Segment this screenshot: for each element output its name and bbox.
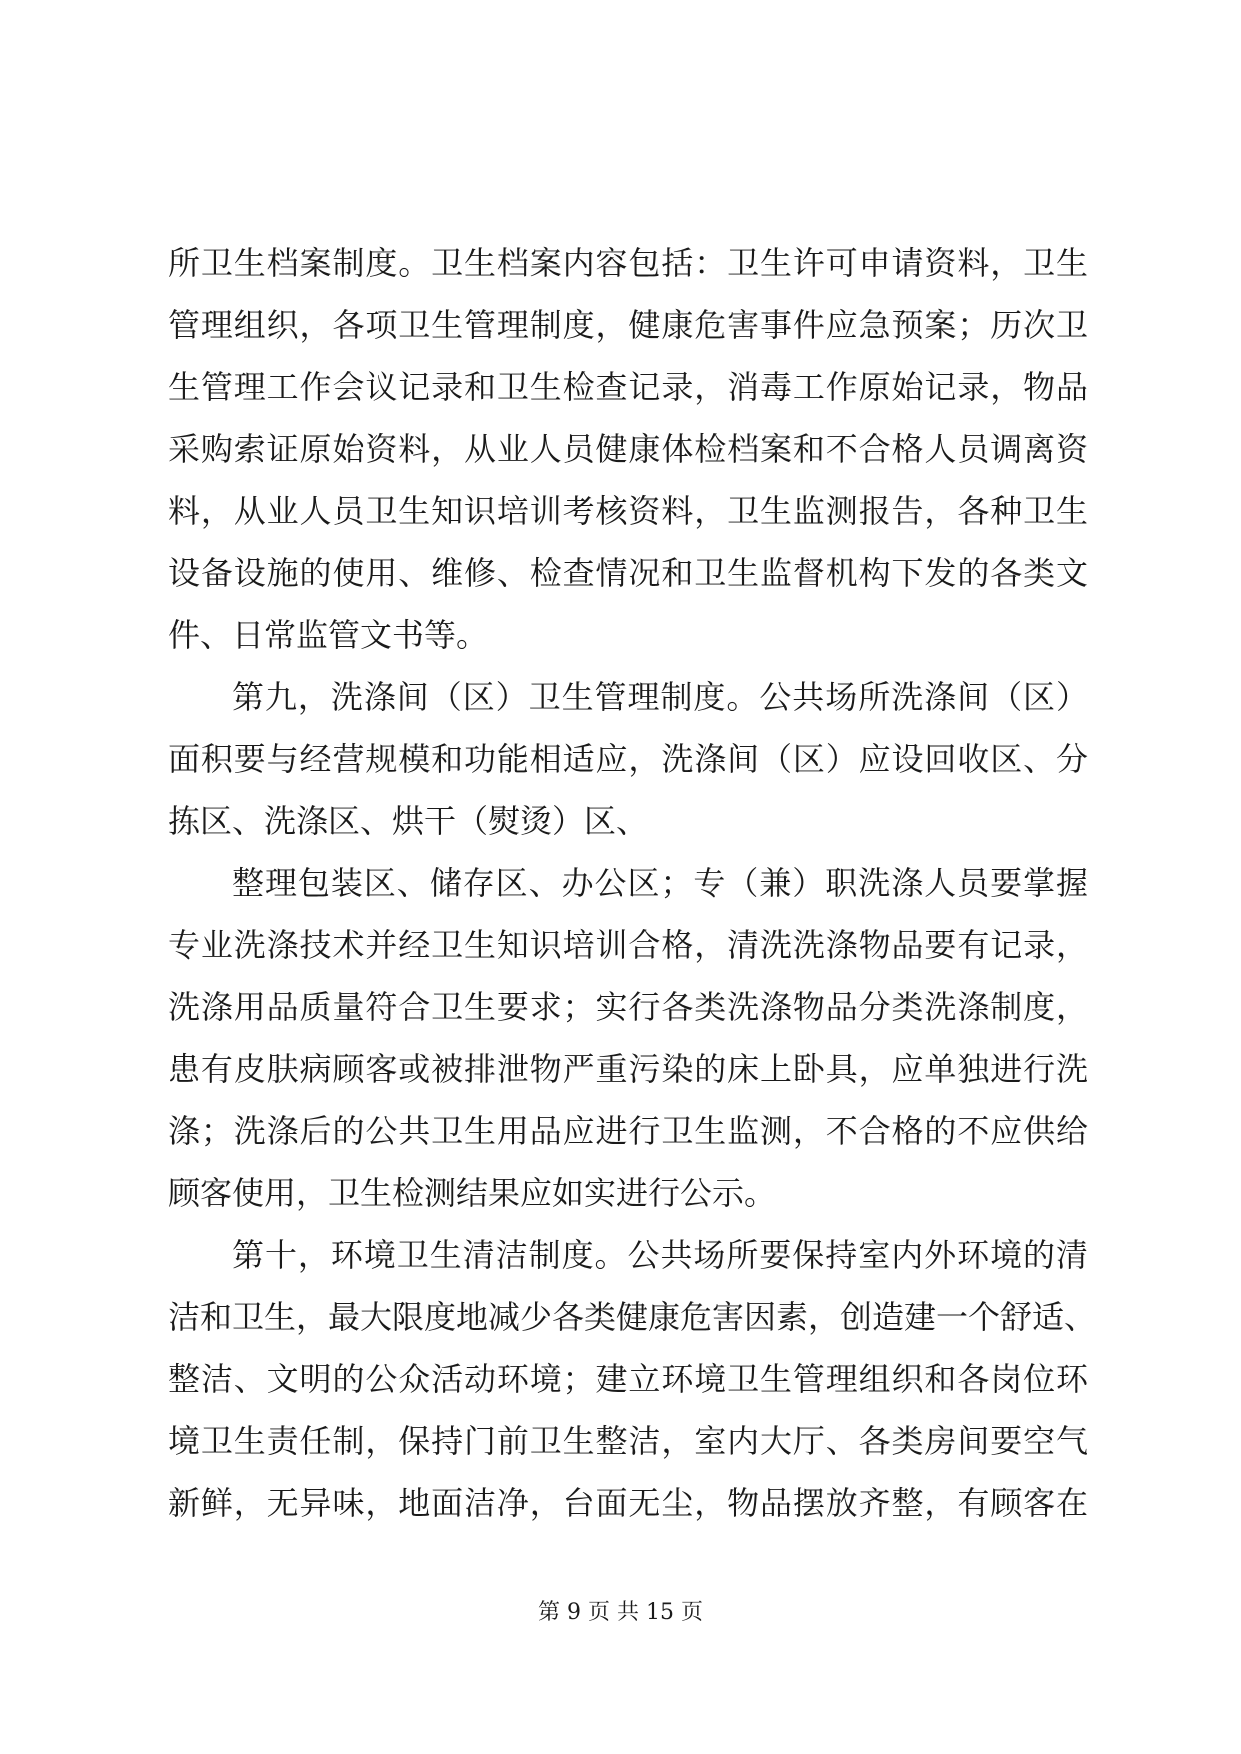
body-text bbox=[168, 232, 1097, 1534]
text-line: 第九，洗涤间（区）卫生管理制度。公共场所洗涤间（区） bbox=[232, 678, 1088, 716]
text-line: 整理包装区、储存区、办公区；专（兼）职洗涤人员要掌握 bbox=[232, 864, 1088, 902]
text-line: 拣区、洗涤区、烘干（熨烫）区、 bbox=[168, 802, 649, 840]
text-line: 采购索证原始资料，从业人员健康体检档案和不合格人员调离资 bbox=[168, 430, 1088, 468]
text-line: 生管理工作会议记录和卫生检查记录，消毒工作原始记录，物品 bbox=[168, 368, 1088, 406]
text-line: 专业洗涤技术并经卫生知识培训合格，清洗洗涤物品要有记录， bbox=[168, 926, 1088, 964]
text-line: 患有皮肤病顾客或被排泄物严重污染的床上卧具，应单独进行洗 bbox=[168, 1050, 1088, 1088]
text-line: 设备设施的使用、维修、检查情况和卫生监督机构下发的各类文 bbox=[168, 554, 1088, 592]
text-line: 新鲜，无异味，地面洁净，台面无尘，物品摆放齐整，有顾客在 bbox=[168, 1484, 1088, 1522]
page-footer: 第 9 页 共 15 页 bbox=[538, 1600, 703, 1625]
text-line: 整洁、文明的公众活动环境；建立环境卫生管理组织和各岗位环 bbox=[168, 1360, 1088, 1398]
text-line: 件、日常监管文书等。 bbox=[168, 616, 489, 654]
text-line: 境卫生责任制，保持门前卫生整洁，室内大厅、各类房间要空气 bbox=[168, 1422, 1088, 1460]
text-line: 顾客使用，卫生检测结果应如实进行公示。 bbox=[168, 1174, 777, 1212]
text-line: 料，从业人员卫生知识培训考核资料，卫生监测报告，各种卫生 bbox=[168, 492, 1088, 530]
text-line: 管理组织，各项卫生管理制度，健康危害事件应急预案；历次卫 bbox=[168, 306, 1088, 344]
text-line: 第十，环境卫生清洁制度。公共场所要保持室内外环境的清 bbox=[232, 1236, 1088, 1274]
text-line: 洁和卫生，最大限度地减少各类健康危害因素，创造建一个舒适、 bbox=[168, 1298, 1097, 1336]
text-line: 洗涤用品质量符合卫生要求；实行各类洗涤物品分类洗涤制度， bbox=[168, 988, 1088, 1026]
text-line: 所卫生档案制度。卫生档案内容包括：卫生许可申请资料，卫生 bbox=[168, 244, 1088, 282]
text-line: 涤；洗涤后的公共卫生用品应进行卫生监测，不合格的不应供给 bbox=[168, 1112, 1088, 1150]
text-line: 面积要与经营规模和功能相适应，洗涤间（区）应设回收区、分 bbox=[168, 740, 1088, 778]
